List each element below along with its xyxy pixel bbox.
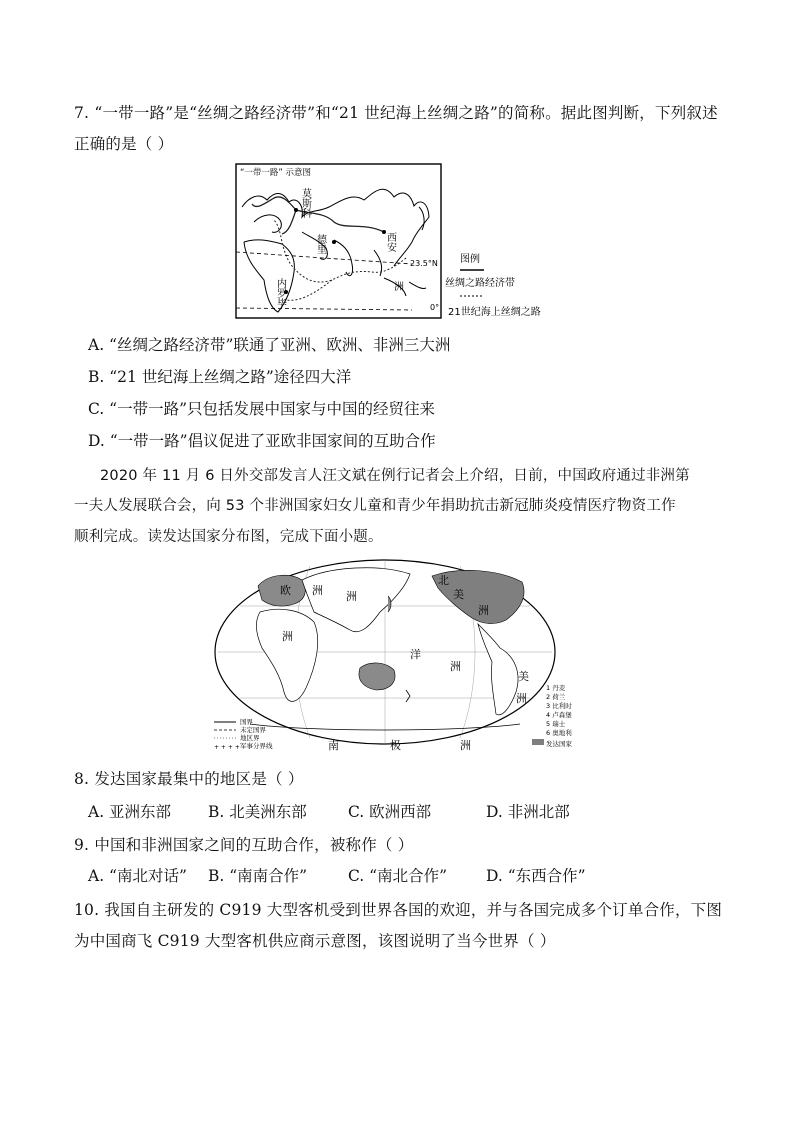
- q7-option-a[interactable]: A. “丝绸之路经济带”联通了亚洲、欧洲、非洲三大洲: [88, 336, 451, 354]
- q9-option-c[interactable]: C. “南北合作”: [348, 867, 448, 885]
- label-ocean: 洋: [410, 648, 421, 661]
- numlegend-3: 3 比利时: [546, 702, 572, 710]
- q9-stem: 9. 中国和非洲国家之间的互助合作，被称作（ ）: [74, 836, 414, 854]
- label-asia: 洲: [346, 590, 357, 603]
- label-xian: 西安: [384, 232, 396, 252]
- swatch-label: 发达国家: [546, 740, 572, 748]
- q7-option-c[interactable]: C. “一带一路”只包括发展中国家与中国的经贸往来: [88, 400, 436, 418]
- q8-option-c[interactable]: C. 欧洲西部: [348, 803, 432, 821]
- q10-stem-line2: 为中国商飞 C919 大型客机供应商示意图，该图说明了当今世界（ ）: [74, 932, 556, 950]
- legend-region: 地区界: [240, 734, 260, 742]
- label-antarctica3: 洲: [460, 739, 471, 752]
- svg-text:+ + + +: + + + +: [214, 744, 240, 751]
- passage-line2: 一夫人发展联合会，向 53 个非洲国家妇女儿童和青少年捐助抗击新冠肺炎疫情医疗物资工作: [74, 498, 676, 514]
- legend-border: 国界: [240, 718, 253, 726]
- label-africa: 洲: [282, 630, 293, 643]
- numlegend-1: 1 丹麦: [546, 684, 566, 692]
- developed-swatch: [532, 739, 544, 745]
- map-title: “一带一路” 示意图: [240, 168, 312, 178]
- label-java: 洲: [394, 282, 404, 293]
- passage-line3: 顺利完成。读发达国家分布图，完成下面小题。: [74, 529, 383, 545]
- label-europe2: 洲: [312, 584, 323, 597]
- label-south-america: 美: [518, 670, 529, 683]
- numlegend-5: 5 瑞士: [546, 720, 566, 728]
- developed-countries-map: [210, 556, 580, 754]
- legend-undetermined: 未定国界: [240, 726, 266, 734]
- label-ocean2: 洲: [450, 660, 461, 673]
- belt-road-map: [234, 162, 564, 322]
- legend-military: 军事分界线: [240, 742, 273, 750]
- q7-stem-line1: 7. “一带一路”是“丝绸之路经济带”和“21 世纪海上丝绸之路”的简称。据此图判断，下列叙述: [74, 104, 718, 122]
- label-zhou: 洲: [478, 604, 489, 617]
- q7-option-d[interactable]: D. “一带一路”倡议促进了亚欧非国家间的互助合作: [88, 432, 436, 450]
- q7-stem-line2: 正确的是（ ）: [74, 135, 174, 153]
- legend-title: 图例: [460, 254, 480, 265]
- label-antarctica2: 极: [390, 739, 401, 752]
- label-south-america2: 洲: [516, 692, 527, 705]
- label-lat-23: 23.5°N: [410, 259, 438, 268]
- label-north: 北: [438, 574, 449, 587]
- label-europe: 欧: [280, 584, 291, 597]
- q8-stem: 8. 发达国家最集中的地区是（ ）: [74, 770, 304, 788]
- q8-option-a[interactable]: A. 亚洲东部: [88, 803, 172, 821]
- label-antarctica1: 南: [328, 739, 339, 752]
- q8-option-b[interactable]: B. 北美洲东部: [208, 803, 307, 821]
- label-mei: 美: [453, 588, 464, 601]
- label-moscow: 莫斯科: [299, 188, 311, 218]
- q9-option-d[interactable]: D. “东西合作”: [486, 867, 586, 885]
- numlegend-6: 6 奥地利: [546, 729, 572, 737]
- label-delhi: 德里: [314, 234, 326, 254]
- q9-option-a[interactable]: A. “南北对话”: [88, 867, 187, 885]
- passage-line1: 2020 年 11 月 6 日外交部发言人汪文斌在例行记者会上介绍，日前，中国政府通过非洲第: [100, 468, 690, 484]
- q9-options: [0, 864, 794, 884]
- q9-option-b[interactable]: B. “南南合作”: [208, 867, 308, 885]
- label-nairobi: 内罗毕: [274, 278, 286, 308]
- legend-belt: 丝绸之路经济带: [445, 278, 515, 289]
- q8-option-d[interactable]: D. 非洲北部: [486, 803, 570, 821]
- q7-option-b[interactable]: B. “21 世纪海上丝绸之路”途径四大洋: [88, 368, 352, 386]
- q8-options: [0, 800, 794, 820]
- label-lat-0: 0°: [430, 303, 440, 312]
- q10-stem-line1: 10. 我国自主研发的 C919 大型客机受到世界各国的欢迎，并与各国完成多个订单合作，下图: [74, 901, 723, 919]
- numlegend-4: 4 卢森堡: [546, 711, 572, 719]
- legend-road: 21世纪海上丝绸之路: [448, 307, 541, 318]
- numlegend-2: 2 荷兰: [546, 693, 566, 701]
